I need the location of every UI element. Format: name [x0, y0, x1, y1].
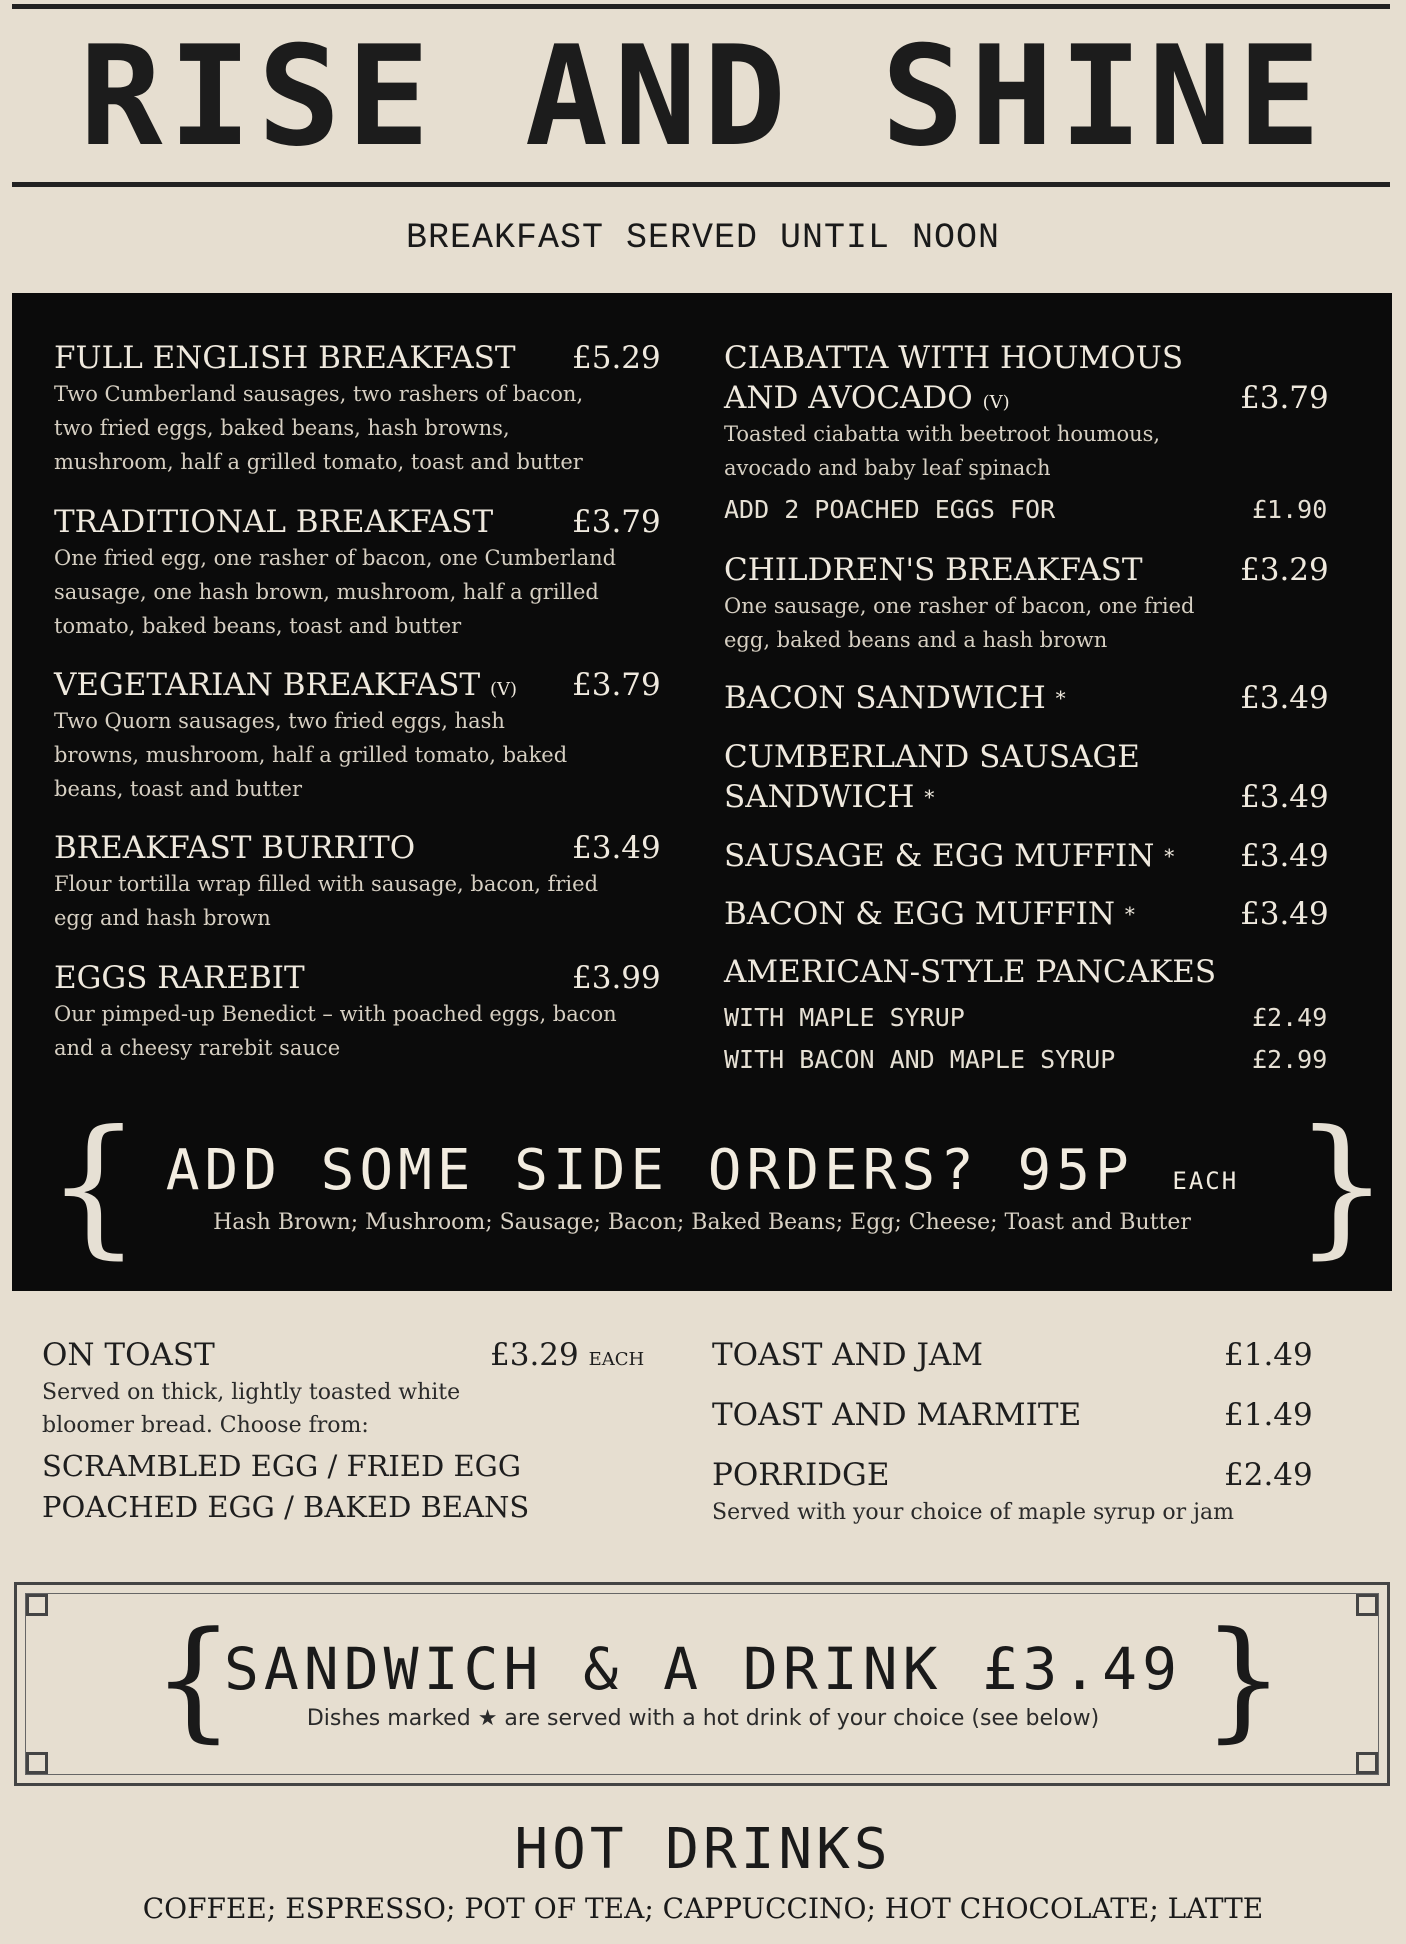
item-title-text: AND AVOCADO	[724, 380, 973, 416]
item-desc: Two Quorn sausages, two fried eggs, hash browns, mushroom, half a grilled tomato, baked beans, toast and butter	[54, 709, 568, 801]
deal-note-after: are served with a hot drink of your choice (see below)	[504, 1706, 1100, 1731]
corner-ornament-icon	[1356, 1752, 1378, 1774]
item-desc: Flour tortilla wrap filled with sausage, bacon, fried egg and hash brown	[54, 872, 599, 930]
item-price: £3.49	[1240, 896, 1329, 932]
toast-option: SCRAMBLED EGG / FRIED EGG	[42, 1449, 521, 1483]
item-price: £2.49	[1224, 1457, 1313, 1493]
star-icon: *	[1124, 902, 1135, 926]
item-desc: One sausage, one rasher of bacon, one fried egg, baked beans and a hash brown	[724, 594, 1195, 652]
side-orders-list: Hash Brown; Mushroom; Sausage; Bacon; Baked Beans; Egg; Cheese; Toast and Butter	[213, 1210, 1191, 1235]
left-brace-icon: {	[46, 1099, 142, 1273]
item-price: £3.49	[572, 830, 661, 866]
item-title: FULL ENGLISH BREAKFAST	[54, 340, 516, 376]
item-desc: Our pimped-up Benedict – with poached eggs, bacon and a cheesy rarebit sauce	[54, 1002, 617, 1060]
item-title: CUMBERLAND SAUSAGE	[724, 739, 1140, 775]
item-title-text: VEGETARIAN BREAKFAST	[54, 667, 481, 703]
top-rule	[12, 4, 1390, 9]
title-rule	[12, 182, 1390, 187]
item-title: EGGS RAREBIT	[54, 960, 305, 996]
item-price-value: £3.29	[490, 1337, 579, 1373]
item-title: PORRIDGE	[712, 1457, 890, 1493]
deal-heading: SANDWICH & A DRINK £3.49	[223, 1635, 1183, 1703]
item-title: CHILDREN'S BREAKFAST	[724, 552, 1143, 588]
each-label: EACH	[588, 1349, 645, 1370]
option-price: £2.99	[1252, 1045, 1328, 1074]
item-title-text: BACON SANDWICH	[724, 680, 1046, 716]
item-title: TOAST AND JAM	[712, 1337, 984, 1373]
corner-ornament-icon	[26, 1752, 48, 1774]
item-price: £3.29	[1240, 552, 1329, 588]
item-price: £3.99	[572, 960, 661, 996]
item-title: AMERICAN-STYLE PANCAKES	[724, 954, 1217, 990]
item-price: £3.49	[1240, 779, 1329, 815]
star-icon: *	[924, 785, 935, 809]
option-label: WITH MAPLE SYRUP	[724, 1003, 965, 1032]
item-price: £1.49	[1224, 1397, 1313, 1433]
right-brace-icon: }	[1202, 1603, 1285, 1755]
star-icon: ★	[477, 1706, 498, 1731]
item-price: £3.79	[572, 504, 661, 540]
item-price	[490, 1337, 645, 1373]
item-title	[724, 779, 935, 815]
left-brace-icon: {	[152, 1603, 235, 1755]
item-title-text: BACON & EGG MUFFIN	[724, 896, 1115, 932]
item-title	[54, 667, 518, 703]
item-title	[724, 680, 1066, 716]
item-title-text: SAUSAGE & EGG MUFFIN	[724, 838, 1155, 874]
item-desc: Toasted ciabatta with beetroot houmous, avocado and baby leaf spinach	[724, 422, 1161, 480]
item-title: BREAKFAST BURRITO	[54, 830, 416, 866]
item-price: £3.49	[1240, 680, 1329, 716]
item-desc: Served on thick, lightly toasted white bloomer bread. Choose from:	[42, 1380, 461, 1438]
item-title: TRADITIONAL BREAKFAST	[54, 504, 494, 540]
corner-ornament-icon	[1356, 1594, 1378, 1616]
star-icon: *	[1055, 686, 1066, 710]
side-orders-each: EACH	[1172, 1167, 1239, 1195]
item-title	[724, 380, 1010, 416]
vegetarian-tag: (V)	[490, 679, 518, 700]
option-label: WITH BACON AND MAPLE SYRUP	[724, 1045, 1116, 1074]
item-price: £3.49	[1240, 838, 1329, 874]
item-title	[724, 838, 1175, 874]
addon-label: ADD 2 POACHED EGGS FOR	[724, 495, 1056, 524]
item-desc: One fried egg, one rasher of bacon, one Cumberland sausage, one hash brown, mushroom, half a grilled tomato, baked beans, toast and butter	[54, 546, 617, 638]
item-price: £3.79	[572, 667, 661, 703]
side-orders-heading	[12, 1138, 1392, 1203]
item-title-text: SANDWICH	[724, 779, 915, 815]
side-orders-text: ADD SOME SIDE ORDERS? 95P	[165, 1138, 1134, 1203]
right-brace-icon: }	[1294, 1099, 1390, 1273]
item-title: CIABATTA WITH HOUMOUS	[724, 340, 1184, 376]
toast-option: POACHED EGG / BAKED BEANS	[42, 1490, 530, 1524]
addon-price: £1.90	[1252, 495, 1328, 524]
item-title	[724, 896, 1135, 932]
item-desc: Served with your choice of maple syrup or jam	[712, 1500, 1234, 1525]
item-title: TOAST AND MARMITE	[712, 1397, 1082, 1433]
star-icon: *	[1164, 844, 1175, 868]
vegetarian-tag: (V)	[982, 392, 1010, 413]
menu-title: RISE AND SHINE	[79, 16, 1327, 177]
hot-drinks-list: COFFEE; ESPRESSO; POT OF TEA; CAPPUCCINO; HOT CHOCOLATE; LATTE	[142, 1892, 1264, 1925]
menu-subtitle: BREAKFAST SERVED UNTIL NOON	[405, 218, 1001, 258]
deal-note-before: Dishes marked	[306, 1706, 471, 1731]
option-price: £2.49	[1252, 1003, 1328, 1032]
item-price: £5.29	[572, 340, 661, 376]
breakfast-board	[12, 293, 1392, 1291]
item-desc: Two Cumberland sausages, two rashers of bacon, two fried eggs, baked beans, hash browns, mushroom, half a grilled tomato, toast and butter	[54, 382, 584, 474]
hot-drinks-title: HOT DRINKS	[514, 1817, 892, 1882]
item-price: £3.79	[1240, 380, 1329, 416]
corner-ornament-icon	[26, 1594, 48, 1616]
item-price: £1.49	[1224, 1337, 1313, 1373]
deal-note	[0, 1706, 1406, 1731]
item-title: ON TOAST	[42, 1337, 215, 1373]
